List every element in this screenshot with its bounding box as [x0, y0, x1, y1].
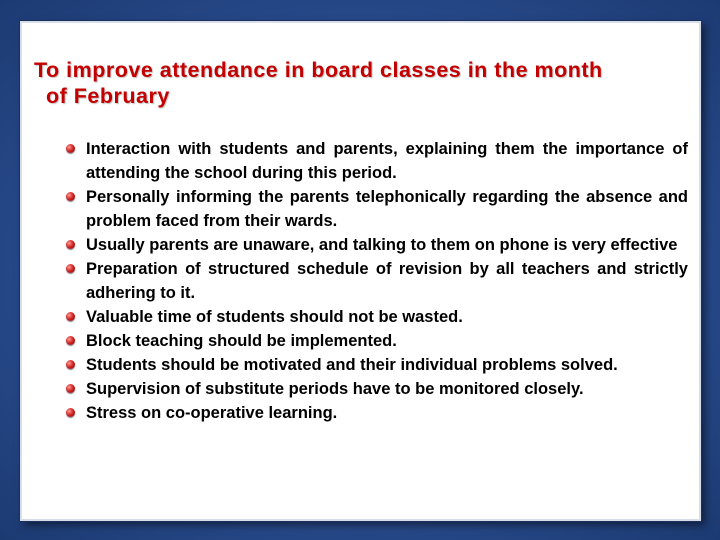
bullet-item [66, 185, 688, 233]
bullet-dot-icon [66, 192, 75, 201]
bullet-dot-icon [66, 384, 75, 393]
bullet-text: Interaction with students and parents, explaining them the importance of attending the school during this period. [86, 140, 688, 182]
bullet-item [66, 137, 688, 185]
bullet-item [66, 353, 688, 377]
slide-title-line1: To improve attendance in board classes in the month [34, 58, 603, 82]
bullet-dot-icon [66, 408, 75, 417]
bullet-text: Valuable time of students should not be wasted. [86, 308, 463, 326]
bullet-item [66, 305, 688, 329]
bullet-dot-icon [66, 360, 75, 369]
bullet-item [66, 401, 688, 425]
slide-title [34, 57, 684, 109]
bullet-text: Block teaching should be implemented. [86, 332, 397, 350]
bullet-item [66, 377, 688, 401]
bullet-text: Students should be motivated and their individual problems solved. [86, 356, 618, 374]
bullet-text: Usually parents are unaware, and talking to them on phone is very effective [86, 236, 678, 254]
bullet-dot-icon [66, 144, 75, 153]
bullet-dot-icon [66, 264, 75, 273]
bullet-dot-icon [66, 240, 75, 249]
bullet-text: Preparation of structured schedule of revision by all teachers and strictly adhering to it. [86, 260, 688, 302]
bullet-dot-icon [66, 312, 75, 321]
bullet-text: Personally informing the parents telephonically regarding the absence and problem faced from their wards. [86, 188, 688, 230]
bullet-text: Supervision of substitute periods have to be monitored closely. [86, 380, 584, 398]
bullet-dot-icon [66, 336, 75, 345]
bullet-item [66, 233, 688, 257]
content-panel [20, 21, 701, 521]
slide-title-line2: of February [46, 84, 170, 108]
bullet-list [66, 137, 688, 425]
bullet-item [66, 329, 688, 353]
bullet-item [66, 257, 688, 305]
bullet-text: Stress on co-operative learning. [86, 404, 338, 422]
